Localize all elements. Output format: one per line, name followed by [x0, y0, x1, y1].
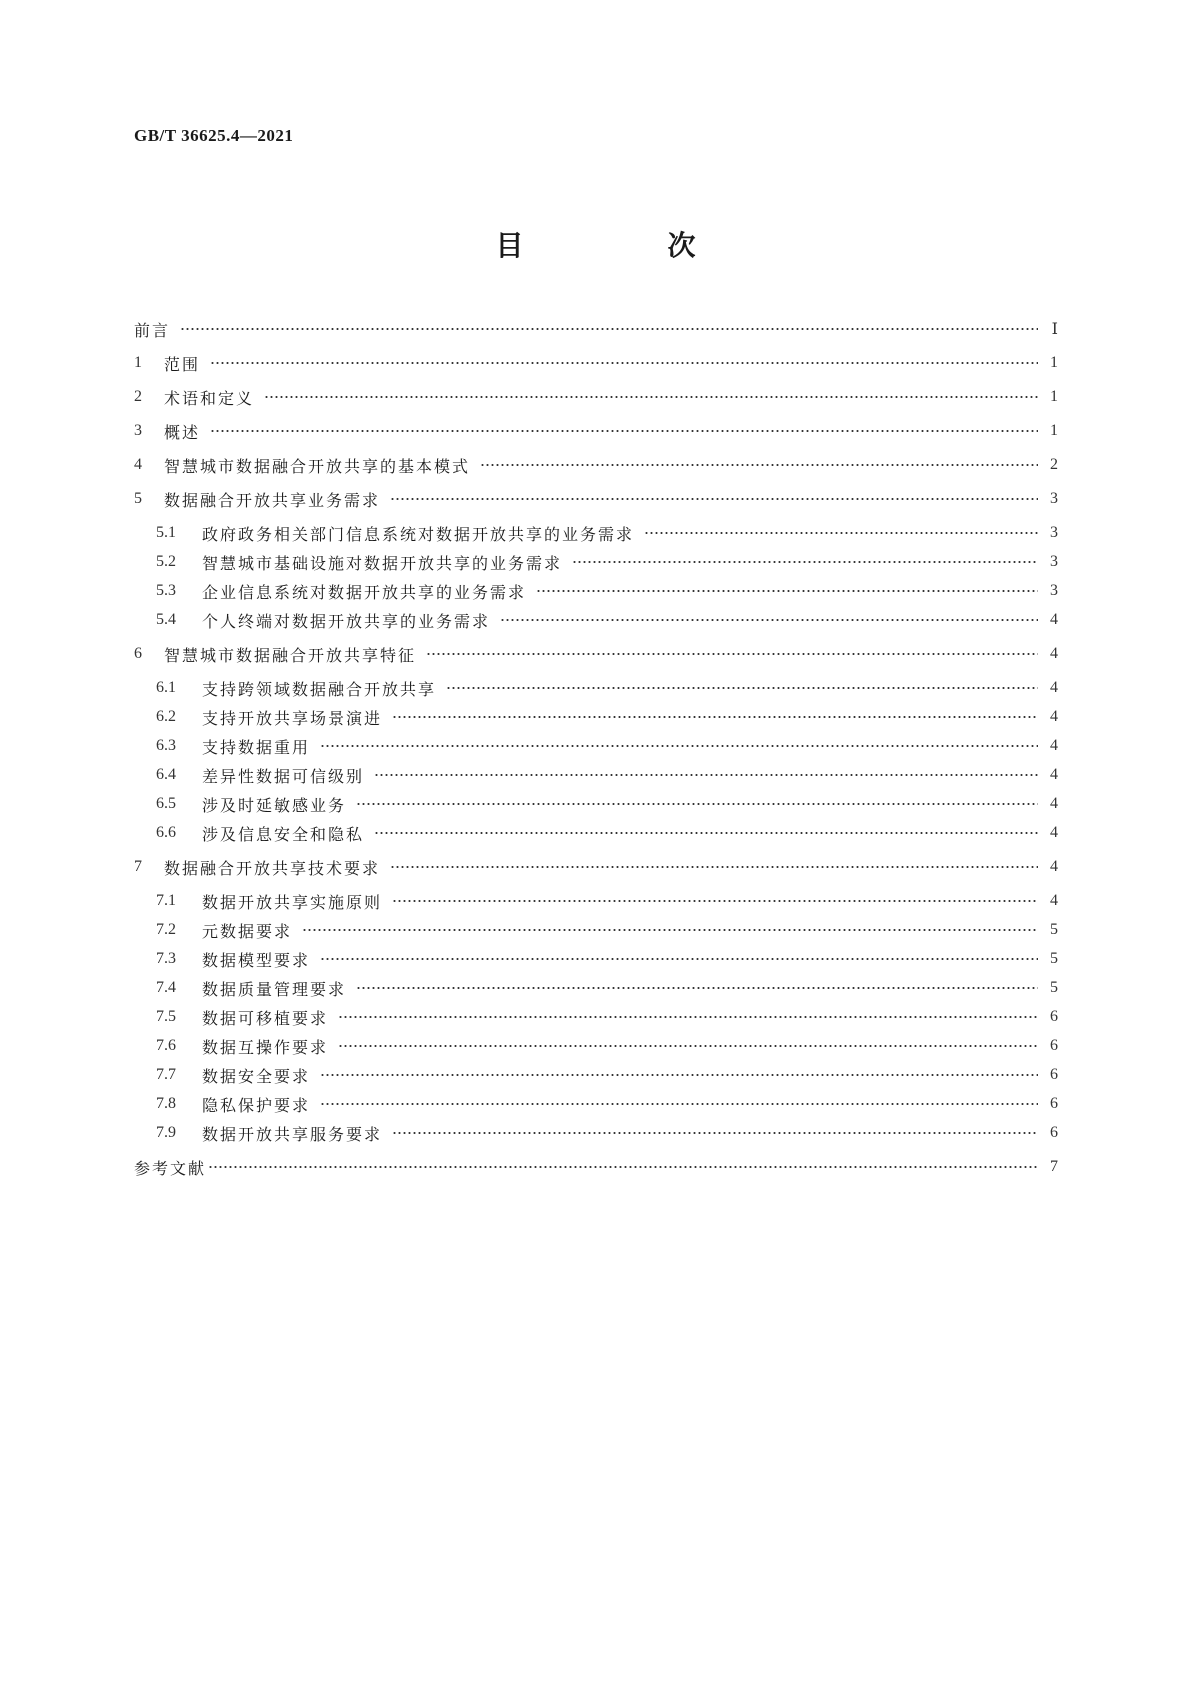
toc-entry-label: 数据融合开放共享业务需求 [164, 490, 381, 510]
toc-entry-page: 4 [1050, 892, 1058, 909]
leader-dots [356, 987, 1038, 989]
toc-entry-page: Ⅰ [1051, 321, 1058, 338]
leader-dots [536, 590, 1038, 592]
toc-entry-label: 术语和定义 [164, 388, 255, 408]
toc-entry-label: 数据开放共享服务要求 [202, 1124, 383, 1144]
toc-entry-label: 数据安全要求 [202, 1066, 311, 1086]
toc-entry-number: 7 [134, 858, 142, 875]
toc-entry-label: 智慧城市基础设施对数据开放共享的业务需求 [202, 553, 563, 573]
toc-entry-7-1[interactable] [156, 888, 1058, 914]
toc-entry-label: 个人终端对数据开放共享的业务需求 [202, 611, 491, 631]
toc-entry-label: 差异性数据可信级别 [202, 766, 365, 786]
leader-dots [264, 396, 1038, 398]
toc-entry-6-3[interactable] [156, 733, 1058, 759]
toc-entry-number: 7.9 [156, 1124, 176, 1141]
toc-entry-7-4[interactable] [156, 975, 1058, 1001]
toc-entry-label: 隐私保护要求 [202, 1095, 311, 1115]
toc-entry-page: 1 [1050, 388, 1058, 405]
toc-entry-label: 智慧城市数据融合开放共享的基本模式 [164, 456, 471, 476]
toc-entry-5-3[interactable] [156, 578, 1058, 604]
toc-entry-number: 7.8 [156, 1095, 176, 1112]
toc-entry-label: 数据可移植要求 [202, 1008, 329, 1028]
toc-entry-page: 6 [1050, 1124, 1058, 1141]
toc-entry-page: 5 [1050, 979, 1058, 996]
toc-entry-number: 6 [134, 645, 142, 662]
leader-dots [374, 774, 1038, 776]
toc-entry-number: 7.2 [156, 921, 176, 938]
leader-dots [210, 430, 1038, 432]
toc-entry-page: 5 [1050, 950, 1058, 967]
toc-entry-number: 7.4 [156, 979, 176, 996]
toc-entry-2[interactable] [134, 384, 1058, 410]
toc-entry-number: 5.1 [156, 524, 176, 541]
toc-entry-label: 支持跨领域数据融合开放共享 [202, 679, 437, 699]
toc-entry-label: 概述 [164, 422, 201, 442]
toc-entry-label: 数据质量管理要求 [202, 979, 347, 999]
leader-dots [392, 1132, 1038, 1134]
toc-entry-page: 1 [1050, 422, 1058, 439]
toc-entry-label: 元数据要求 [202, 921, 293, 941]
standard-code: GB/T 36625.4—2021 [134, 126, 294, 145]
toc-entry-6-4[interactable] [156, 762, 1058, 788]
toc-entry-page: 4 [1050, 611, 1058, 628]
toc-entry-page: 7 [1050, 1158, 1058, 1175]
toc-entry-4[interactable] [134, 452, 1058, 478]
toc-entry-label: 参考文献 [134, 1158, 207, 1178]
toc-entry-number: 3 [134, 422, 142, 439]
leader-dots [320, 958, 1038, 960]
toc-entry-7-7[interactable] [156, 1062, 1058, 1088]
toc-entry-number: 6.3 [156, 737, 176, 754]
toc-entry-number: 7.7 [156, 1066, 176, 1083]
toc-entry-label: 智慧城市数据融合开放共享特征 [164, 645, 417, 665]
toc-entry-label: 范围 [164, 354, 201, 374]
leader-dots [390, 498, 1038, 500]
toc-entry-label: 数据互操作要求 [202, 1037, 329, 1057]
toc-entry-number: 5.4 [156, 611, 176, 628]
toc-entry-7-5[interactable] [156, 1004, 1058, 1030]
toc-entry-number: 6.5 [156, 795, 176, 812]
leader-dots [446, 687, 1038, 689]
toc-entry-3[interactable] [134, 418, 1058, 444]
toc-entry-number: 5.2 [156, 553, 176, 570]
leader-dots [320, 1074, 1038, 1076]
toc-entry-label: 企业信息系统对数据开放共享的业务需求 [202, 582, 527, 602]
leader-dots [320, 1103, 1038, 1105]
leader-dots [374, 832, 1038, 834]
leader-dots [392, 716, 1038, 718]
leader-dots [500, 619, 1038, 621]
toc-entry-page: 3 [1050, 582, 1058, 599]
toc-entry-label: 前言 [134, 320, 171, 340]
leader-dots [210, 362, 1038, 364]
toc-entry-number: 2 [134, 388, 142, 405]
toc-entry-page: 3 [1050, 524, 1058, 541]
toc-entry-page: 4 [1050, 645, 1058, 662]
toc-entry-number: 6.2 [156, 708, 176, 725]
toc-entry-page: 4 [1050, 824, 1058, 841]
toc-entry-7-3[interactable] [156, 946, 1058, 972]
toc-entry-page: 4 [1050, 858, 1058, 875]
toc-entry-page: 6 [1050, 1008, 1058, 1025]
toc-entry-page: 6 [1050, 1066, 1058, 1083]
toc-entry-label: 涉及时延敏感业务 [202, 795, 347, 815]
leader-dots [208, 1166, 1038, 1168]
leader-dots [644, 532, 1038, 534]
toc-entry-7-8[interactable] [156, 1091, 1058, 1117]
leader-dots [572, 561, 1038, 563]
leader-dots [480, 464, 1038, 466]
toc-entry-label: 涉及信息安全和隐私 [202, 824, 365, 844]
toc-entry-number: 4 [134, 456, 142, 473]
leader-dots [356, 803, 1038, 805]
toc-entry-label: 支持开放共享场景演进 [202, 708, 383, 728]
toc-entry-7-6[interactable] [156, 1033, 1058, 1059]
toc-entry-label: 数据模型要求 [202, 950, 311, 970]
toc-entry-5[interactable] [134, 486, 1058, 512]
leader-dots [338, 1016, 1038, 1018]
toc-entry-number: 6.4 [156, 766, 176, 783]
leader-dots [390, 866, 1038, 868]
toc-entry-label: 政府政务相关部门信息系统对数据开放共享的业务需求 [202, 524, 635, 544]
toc-entry-page: 4 [1050, 708, 1058, 725]
toc-entry-number: 1 [134, 354, 142, 371]
leader-dots [426, 653, 1038, 655]
leader-dots [180, 328, 1038, 330]
page-title: 目 次 [495, 229, 754, 262]
leader-dots [338, 1045, 1038, 1047]
toc-entry-page: 4 [1050, 679, 1058, 696]
toc-entry-page: 2 [1050, 456, 1058, 473]
toc-entry-preface[interactable] [134, 316, 1058, 342]
toc-entry-number: 7.6 [156, 1037, 176, 1054]
toc-entry-label: 数据融合开放共享技术要求 [164, 858, 381, 878]
toc-entry-page: 3 [1050, 553, 1058, 570]
toc-entry-number: 6.1 [156, 679, 176, 696]
toc-entry-5-1[interactable] [156, 520, 1058, 546]
leader-dots [320, 745, 1038, 747]
toc-entry-1[interactable] [134, 350, 1058, 376]
toc-entry-number: 7.3 [156, 950, 176, 967]
toc-entry-page: 6 [1050, 1037, 1058, 1054]
toc-entry-number: 6.6 [156, 824, 176, 841]
toc-entry-number: 7.1 [156, 892, 176, 909]
toc-entry-page: 1 [1050, 354, 1058, 371]
toc-entry-references[interactable] [134, 1154, 1058, 1180]
toc-entry-5-2[interactable] [156, 549, 1058, 575]
toc-entry-6-2[interactable] [156, 704, 1058, 730]
toc-entry-6-6[interactable] [156, 820, 1058, 846]
toc-entry-page: 6 [1050, 1095, 1058, 1112]
toc-entry-page: 4 [1050, 766, 1058, 783]
leader-dots [392, 900, 1038, 902]
toc-entry-page: 3 [1050, 490, 1058, 507]
toc-entry-page: 4 [1050, 795, 1058, 812]
toc-entry-number: 5 [134, 490, 142, 507]
toc-entry-label: 支持数据重用 [202, 737, 311, 757]
leader-dots [302, 929, 1038, 931]
toc-entry-5-4[interactable] [156, 607, 1058, 633]
toc-entry-6-5[interactable] [156, 791, 1058, 817]
toc-entry-7-9[interactable] [156, 1120, 1058, 1146]
toc-entry-number: 7.5 [156, 1008, 176, 1025]
toc-entry-number: 5.3 [156, 582, 176, 599]
toc-entry-7-2[interactable] [156, 917, 1058, 943]
toc-entry-label: 数据开放共享实施原则 [202, 892, 383, 912]
toc-entry-7[interactable] [134, 854, 1058, 880]
toc-entry-page: 5 [1050, 921, 1058, 938]
toc-entry-6-1[interactable] [156, 675, 1058, 701]
toc-entry-6[interactable] [134, 641, 1058, 667]
toc-entry-page: 4 [1050, 737, 1058, 754]
